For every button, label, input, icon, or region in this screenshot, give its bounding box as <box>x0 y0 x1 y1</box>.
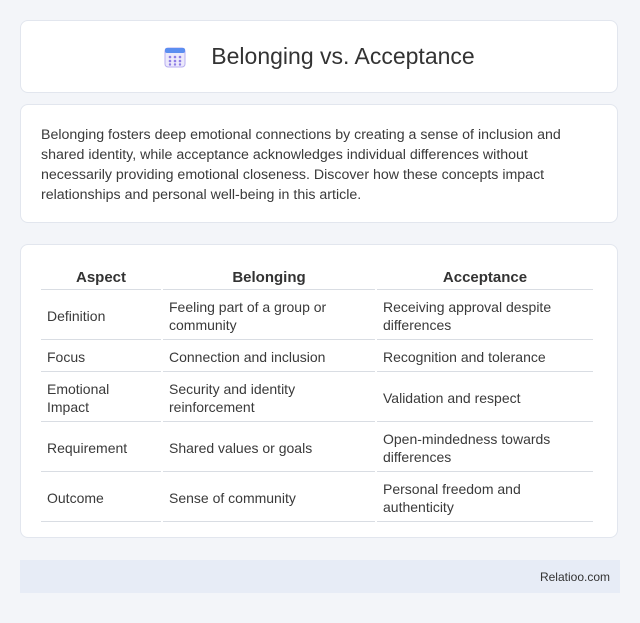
table-cell: Focus <box>41 342 161 372</box>
comparison-table-card <box>20 244 618 538</box>
title-card <box>20 20 618 93</box>
table-cell: Connection and inclusion <box>163 342 375 372</box>
intro-card <box>20 104 618 223</box>
table-cell: Sense of community <box>163 474 375 522</box>
table-cell: Requirement <box>41 424 161 472</box>
table-cell: Recognition and tolerance <box>377 342 593 372</box>
header-aspect: Aspect <box>41 265 161 290</box>
table-cell: Open-mindedness towards differences <box>377 424 593 472</box>
table-cell: Personal freedom and authenticity <box>377 474 593 522</box>
footer-brand[interactable]: Relatioo.com <box>539 569 610 584</box>
table-cell: Emotional Impact <box>41 374 161 422</box>
header-belonging: Belonging <box>163 265 375 290</box>
intro-text: Belonging fosters deep emotional connections by creating a sense of inclusion and shared identity, while acceptance acknowledges individual differences without necessarily providing emotional closeness. Discover how these concepts impact relationships and personal well-being in this article. <box>41 127 561 203</box>
table-header-row <box>41 265 593 290</box>
header-acceptance: Acceptance <box>377 265 593 290</box>
table-row <box>41 342 593 372</box>
table-cell: Definition <box>41 292 161 340</box>
comparison-table <box>39 263 595 524</box>
table-row <box>41 474 593 522</box>
table-row <box>41 374 593 422</box>
table-cell: Shared values or goals <box>163 424 375 472</box>
page-title: Belonging vs. Acceptance <box>211 43 475 69</box>
calendar-icon <box>163 45 187 69</box>
table-row <box>41 424 593 472</box>
table-cell: Outcome <box>41 474 161 522</box>
table-cell: Receiving approval despite differences <box>377 292 593 340</box>
table-cell: Validation and respect <box>377 374 593 422</box>
table-row <box>41 292 593 340</box>
table-cell: Feeling part of a group or community <box>163 292 375 340</box>
table-cell: Security and identity reinforcement <box>163 374 375 422</box>
footer <box>20 560 620 593</box>
